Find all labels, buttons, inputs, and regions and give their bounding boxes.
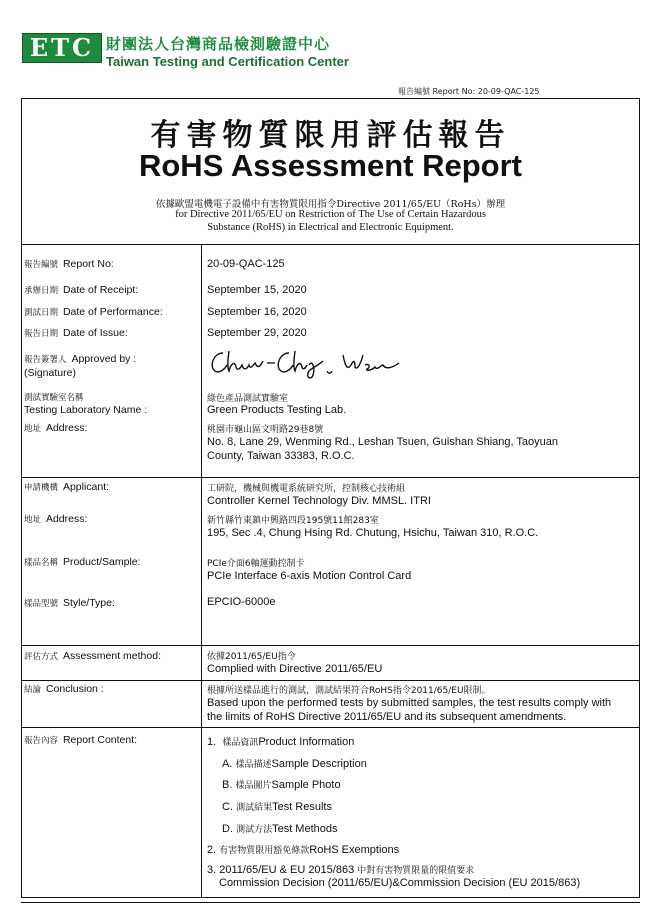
value-date-performance: September 16, 2020 xyxy=(207,306,307,318)
value-zh: 根據所送樣品進行的測試，測試結果符合RoHS指令2011/65/EU限制。 xyxy=(207,686,491,696)
label-applicant xyxy=(24,481,109,493)
subtitle-line-3: Substance (RoHS) in Electrical and Electronic Equipment. xyxy=(207,222,454,233)
divider xyxy=(21,244,640,245)
label-en: Product/Sample: xyxy=(62,556,141,568)
bottom-rule xyxy=(21,902,640,903)
value-product-en: PCIe Interface 6-axis Motion Control Card xyxy=(207,570,412,582)
value-conclusion-line2: the limits of RoHS Directive 2011/65/EU and its subsequent amendments. xyxy=(207,711,567,723)
label-en: Conclusion : xyxy=(45,683,104,695)
item-en: Sample Description xyxy=(271,758,367,770)
divider xyxy=(21,727,640,728)
divider xyxy=(21,680,640,681)
item-en: Product Information xyxy=(258,736,355,748)
label-applicant-address xyxy=(24,513,87,525)
item-zh: 樣品資訊 xyxy=(222,738,259,748)
item-number: B. xyxy=(222,779,233,791)
label-zh: 樣品名稱 xyxy=(24,558,59,568)
label-zh: 地址 xyxy=(24,424,42,434)
value-date-issue: September 29, 2020 xyxy=(207,327,307,339)
item-zh: 有害物質限用豁免條款 xyxy=(219,846,310,856)
value-lab-address-zh xyxy=(207,422,323,435)
label-zh: 承辦日期 xyxy=(24,286,59,296)
label-zh: 地址 xyxy=(24,515,42,525)
etc-logo: ETC xyxy=(22,33,102,63)
org-name-en: Taiwan Testing and Certification Center xyxy=(106,54,349,69)
item-en: Test Methods xyxy=(272,823,338,835)
subtitle-line-2: for Directive 2011/65/EU on Restriction of The Use of Certain Hazardous xyxy=(175,209,486,220)
value-lab-zh xyxy=(207,391,288,404)
item-lead: 2011/65/EU & EU 2015/863 xyxy=(219,864,355,876)
value-report-no: 20-09-QAC-125 xyxy=(207,258,285,270)
title-zh: 有害物質限用評估報告 xyxy=(150,118,511,153)
value-applicant-zh xyxy=(207,481,405,494)
label-report-no xyxy=(24,258,114,270)
label-report-content xyxy=(24,734,137,746)
value-zh: 依據2011/65/EU指令 xyxy=(207,652,296,662)
content-item-c xyxy=(222,800,332,813)
value-lab-address-line2: County, Taiwan 33383, R.O.C. xyxy=(207,450,355,462)
value-zh: 綠色產品測試實驗室 xyxy=(207,394,289,404)
value-style-type: EPCIO-6000e xyxy=(207,596,276,608)
label-date-performance xyxy=(24,306,163,318)
item-number: 2. xyxy=(207,844,217,856)
report-no-header xyxy=(398,86,540,97)
item-en: Test Results xyxy=(272,801,332,813)
org-name-zh: 財團法人台灣商品檢測驗證中心 xyxy=(106,35,331,53)
value-lab-address-line1: No. 8, Lane 29, Wenming Rd., Leshan Tsuen, Guishan Shiang, Taoyuan xyxy=(207,436,559,448)
label-en: Style/Type: xyxy=(62,597,115,609)
label-lab-zh xyxy=(24,391,86,403)
value-zh: 新竹縣竹東鎮中興路四段195號11館283室 xyxy=(207,516,379,526)
item-number: C. xyxy=(222,801,233,813)
label-zh: 申請機構 xyxy=(24,483,59,493)
label-en: Assessment method: xyxy=(62,650,161,662)
label-en: Applicant: xyxy=(62,481,110,493)
content-item-3 xyxy=(207,863,474,876)
label-style-type xyxy=(24,597,115,609)
item-number: 1. xyxy=(207,736,217,748)
label-zh: 結論 xyxy=(24,685,42,695)
label-en: Report No: xyxy=(62,258,114,270)
report-no-header-label: 報告編號 xyxy=(398,87,430,96)
content-item-a xyxy=(222,757,367,770)
report-no-header-value: Report No: 20-09-QAC-125 xyxy=(432,87,540,96)
value-applicant-address-zh xyxy=(207,513,379,526)
content-item-2 xyxy=(207,843,399,856)
label-product xyxy=(24,556,141,568)
label-lab-address xyxy=(24,422,87,434)
label-en: Address: xyxy=(45,422,88,434)
value-zh: PCIe介面6軸運動控制卡 xyxy=(207,559,305,569)
divider xyxy=(21,645,640,646)
value-conclusion-zh xyxy=(207,683,491,696)
item-zh: 測試方法 xyxy=(236,825,273,835)
content-item-3-line2: Commission Decision (2011/65/EU)&Commission Decision (EU 2015/863) xyxy=(219,877,581,889)
label-zh: 樣品型號 xyxy=(24,599,59,609)
content-item-b xyxy=(222,778,341,791)
content-item-d xyxy=(222,822,338,835)
label-en: Address: xyxy=(45,513,88,525)
label-zh: 報告日期 xyxy=(24,329,59,339)
label-zh: 報告編號 xyxy=(24,260,59,270)
label-date-issue xyxy=(24,327,128,339)
value-applicant-en: Controller Kernel Technology Div. MMSL. ITRI xyxy=(207,495,431,507)
value-method-en: Complied with Directive 2011/65/EU xyxy=(207,663,383,675)
label-zh: 測試實驗室名稱 xyxy=(24,393,84,403)
signature-image xyxy=(205,345,405,385)
label-en: Approved by : xyxy=(71,353,137,365)
label-signature: (Signature) xyxy=(24,367,76,379)
content-item-1 xyxy=(207,735,354,748)
label-en: Date of Receipt: xyxy=(62,284,139,296)
label-lab-en: Testing Laboratory Name : xyxy=(24,404,148,416)
value-date-receipt: September 15, 2020 xyxy=(207,284,307,296)
item-number: D. xyxy=(222,823,233,835)
label-approved-by xyxy=(24,353,136,365)
value-lab-en: Green Products Testing Lab. xyxy=(207,404,347,416)
item-number: 3. xyxy=(207,864,217,876)
value-zh: 桃園市龜山區文明路29巷8號 xyxy=(207,425,324,435)
label-en: Report Content: xyxy=(62,734,138,746)
value-product-zh xyxy=(207,556,305,569)
value-conclusion-line1: Based upon the performed tests by submitted samples, the test results comply with xyxy=(207,697,612,709)
value-applicant-address-en: 195, Sec .4, Chung Hsing Rd. Chutung, Hsichu, Taiwan 310, R.O.C. xyxy=(207,527,539,539)
column-divider xyxy=(201,244,202,897)
item-en: Sample Photo xyxy=(271,779,341,791)
item-zh: 樣品描述 xyxy=(235,760,272,770)
item-en: RoHS Exemptions xyxy=(309,844,400,856)
value-zh: 工研院，機械與機電系統研究所，控制核心技術組 xyxy=(207,484,406,494)
label-en: Date of Performance: xyxy=(62,306,163,318)
item-zh: 中對有害物質限量的限值要求 xyxy=(357,866,475,876)
divider xyxy=(21,477,640,478)
item-number: A. xyxy=(222,758,233,770)
label-zh: 報告簽署人 xyxy=(24,355,67,365)
title-en: RoHS Assessment Report xyxy=(138,148,522,183)
item-zh: 樣品圖片 xyxy=(235,781,272,791)
value-method-zh xyxy=(207,649,296,662)
label-conclusion xyxy=(24,683,104,695)
label-assessment-method xyxy=(24,650,161,662)
label-zh: 測試日期 xyxy=(24,308,59,318)
subtitle-line-1: 依據歐盟電機電子設備中有害物質限用指令Directive 2011/65/EU（RoHs）辦理 xyxy=(155,199,506,210)
label-zh: 評估方式 xyxy=(24,652,59,662)
label-zh: 報告內容 xyxy=(24,736,59,746)
item-zh: 測試結果 xyxy=(236,803,273,813)
label-en: Date of Issue: xyxy=(62,327,128,339)
label-date-receipt xyxy=(24,284,138,296)
